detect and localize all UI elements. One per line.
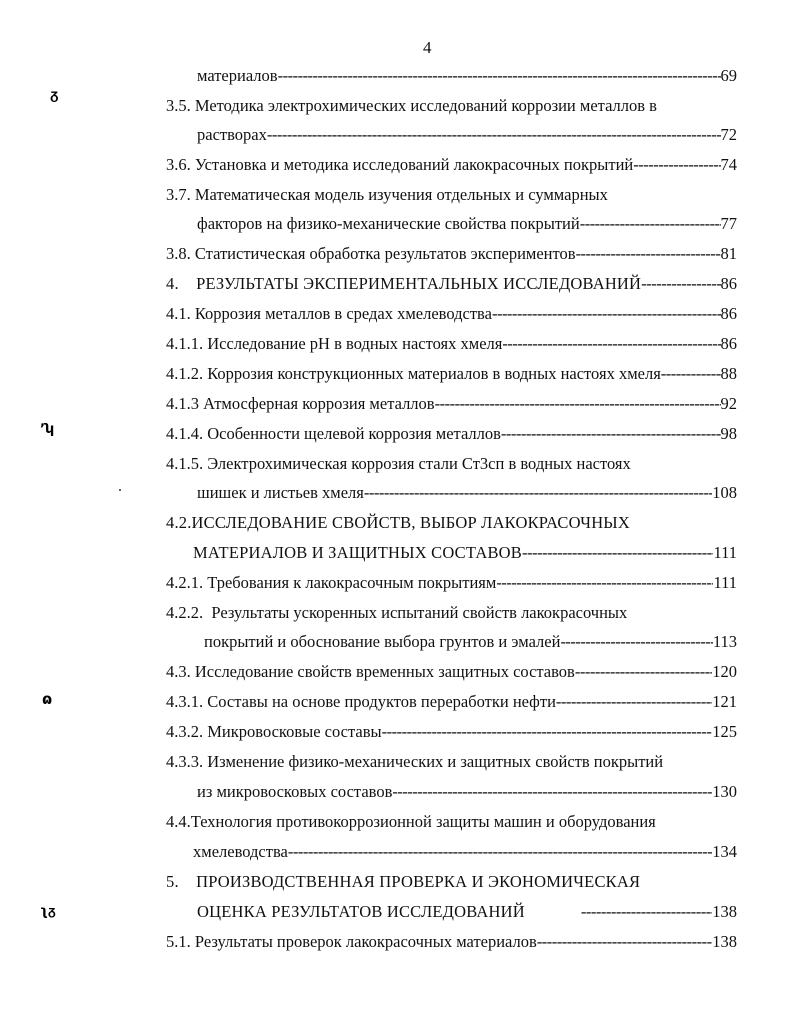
toc-entry: 4.3.1. Составы на основе продуктов переработки нефти ----- 121	[166, 692, 737, 712]
toc-entry: 4.3.3. Изменение физико-механических и защитных свойств покрытий	[166, 752, 664, 771]
toc-entry: 4.3. Исследование свойств временных защитных составов ----- 120	[166, 662, 737, 682]
toc-heading: МАТЕРИАЛОВ И ЗАЩИТНЫХ СОСТАВОВ ----- 111	[193, 543, 737, 563]
toc-entry: 4.1.1. Исследование pH в водных настоях хмеля ----- 86	[166, 334, 737, 354]
toc-heading: 4. РЕЗУЛЬТАТЫ ЭКСПЕРИМЕНТАЛЬНЫХ ИССЛЕДОВАНИЙ ----- 86	[166, 274, 737, 294]
page-number: 4	[423, 38, 432, 57]
toc-entry: 4.1.3 Атмосферная коррозия металлов ----- 92	[166, 394, 737, 414]
scan-mark-1: ᵹ	[50, 87, 59, 103]
scan-dot	[119, 489, 121, 491]
toc-heading: 5. ПРОИЗВОДСТВЕННАЯ ПРОВЕРКА И ЭКОНОМИЧЕСКАЯ	[166, 872, 641, 891]
toc-entry: растворах ----- 72	[197, 125, 737, 145]
toc-entry: из микровосковых составов ----- 130	[197, 782, 737, 802]
scan-mark-4: ʅᵹ	[40, 904, 56, 919]
toc-entry: 4.2.1. Требования к лакокрасочным покрытиям ----- 111	[166, 573, 737, 593]
toc-entry: 5.1. Результаты проверок лакокрасочных материалов ----- 138	[166, 932, 737, 952]
toc-entry: 4.1.4. Особенности щелевой коррозия металлов ----- 98	[166, 424, 737, 444]
toc-entry: 3.8. Статистическая обработка результатов экспериментов ----- 81	[166, 244, 737, 264]
toc-entry: 3.5. Методика электрохимических исследований коррозии металлов в	[166, 96, 657, 115]
toc-entry: покрытий и обоснование выбора грунтов и эмалей ----- 113	[204, 632, 737, 652]
toc-entry: 4.1.2. Коррозия конструкционных материалов в водных настоях хмеля ----- 88	[166, 364, 737, 384]
toc-entry: 4.2.2. Результаты ускоренных испытаний свойств лакокрасочных	[166, 603, 628, 622]
toc-entry: 4.1.5. Электрохимическая коррозия стали Ст3сп в водных настоях	[166, 454, 631, 473]
toc-entry: материалов ----- 69	[197, 66, 737, 86]
toc-entry: 3.6. Установка и методика исследований лакокрасочных покрытий ----- 74	[166, 155, 737, 175]
toc-entry: факторов на физико-механические свойства покрытий ----- 77	[197, 214, 737, 234]
toc-entry: шишек и листьев хмеля ----- 108	[197, 483, 737, 503]
toc-entry: 4.1. Коррозия металлов в средах хмелеводства ----- 86	[166, 304, 737, 324]
toc-entry: хмелеводства ----- 134	[193, 842, 737, 862]
toc-heading: ОЦЕНКА РЕЗУЛЬТАТОВ ИССЛЕДОВАНИЙ ----- 138	[197, 902, 737, 922]
toc-entry: 4.3.2. Микровосковые составы ----- 125	[166, 722, 737, 742]
toc-entry: 3.7. Математическая модель изучения отдельных и суммарных	[166, 185, 608, 204]
toc-entry: 4.4.Технология противокоррозионной защиты машин и оборудования	[166, 812, 656, 831]
scan-mark-2: ʼʮ	[40, 422, 54, 437]
scan-mark-3: ɷ	[42, 690, 53, 708]
toc-heading: 4.2.ИССЛЕДОВАНИЕ СВОЙСТВ, ВЫБОР ЛАКОКРАСОЧНЫХ	[166, 513, 631, 532]
